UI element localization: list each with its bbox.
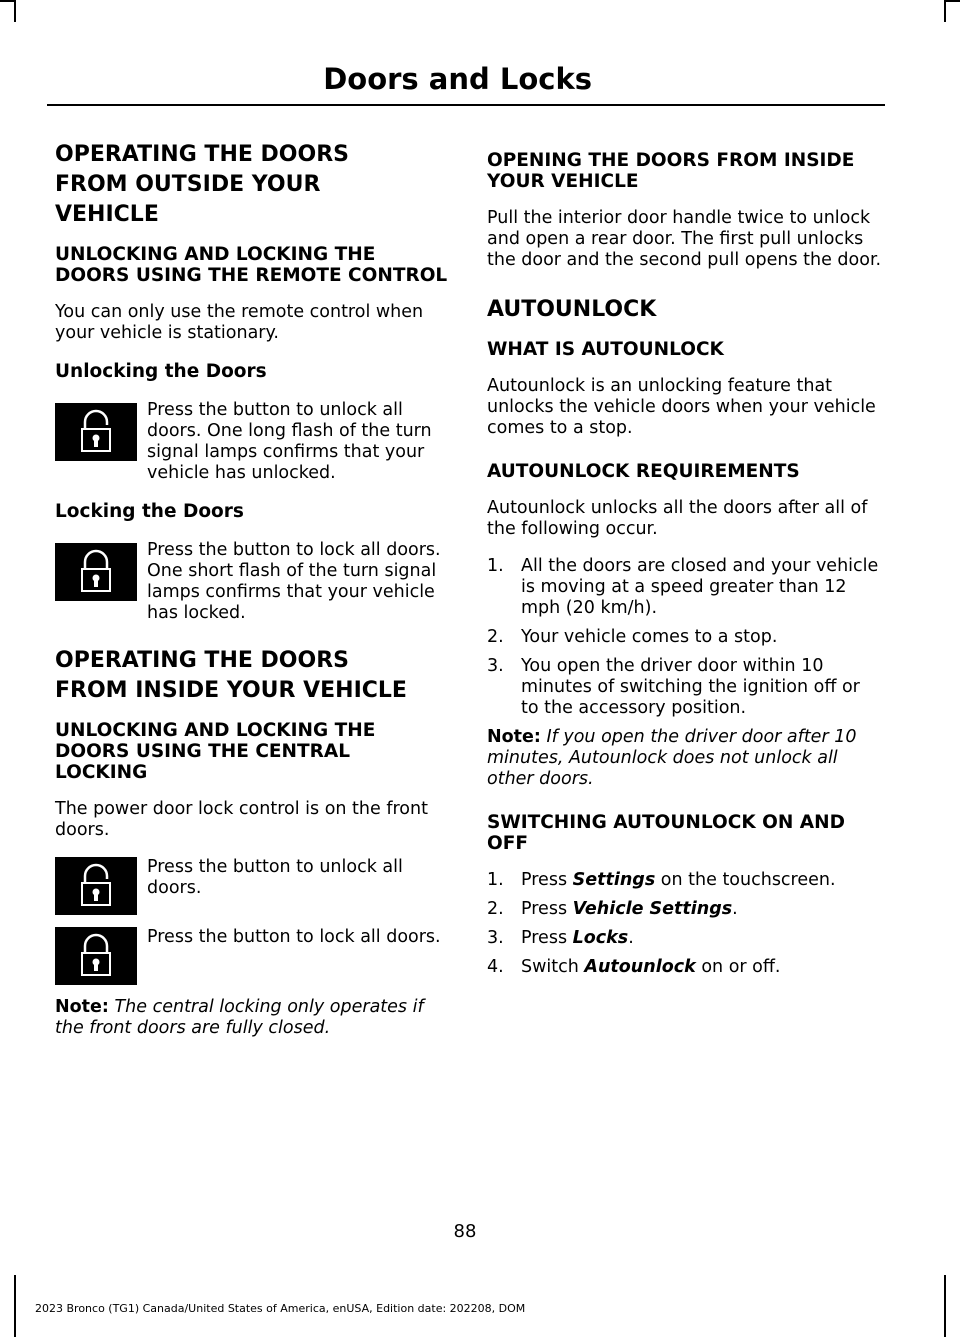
list-item	[487, 656, 882, 719]
list-item	[487, 556, 882, 619]
note-label: Note:	[55, 997, 109, 1017]
section-title-line: FROM OUTSIDE YOUR	[55, 172, 321, 197]
crop-mark	[946, 0, 960, 2]
list-number: 3.	[487, 656, 504, 676]
edition-footer: 2023 Bronco (TG1) Canada/United States of America, enUSA, Edition date: 202208, DOM	[35, 1302, 526, 1315]
requirements-list	[487, 556, 882, 719]
section-title-outside	[55, 140, 448, 230]
opening-doors-heading: OPENING THE DOORS FROM INSIDE YOUR VEHICLE	[487, 150, 855, 192]
crop-mark	[14, 0, 16, 22]
left-column	[55, 140, 448, 1055]
lock-icon	[55, 927, 137, 985]
page-title: Doors and Locks	[323, 62, 592, 96]
list-item	[487, 928, 882, 949]
autounlock-requirements-heading: AUTOUNLOCK REQUIREMENTS	[487, 461, 800, 482]
steps-list	[487, 870, 882, 978]
switching-autounlock-heading: SWITCHING AUTOUNLOCK ON AND OFF	[487, 812, 845, 854]
remote-control-heading: UNLOCKING AND LOCKING THE DOORS USING THE REMOTE CONTROL	[55, 244, 448, 286]
list-text: Switch Autounlock on or off.	[521, 957, 781, 977]
crop-mark	[0, 0, 14, 2]
locking-text: Press the button to lock all doors. One short flash of the turn signal lamps confirms that your vehicle has locked.	[147, 540, 441, 623]
section-title-line: VEHICLE	[55, 202, 159, 227]
page-number: 88	[453, 1221, 477, 1242]
list-item	[487, 870, 882, 891]
unlocking-instruction	[55, 400, 448, 484]
central-locking-note	[55, 997, 448, 1039]
list-number: 2.	[487, 899, 504, 919]
autounlock-requirements-text: Autounlock unlocks all the doors after all of the following occur.	[487, 498, 868, 539]
central-locking-text: The power door lock control is on the front doors.	[55, 799, 428, 840]
central-unlock-instruction	[55, 857, 448, 915]
list-number: 1.	[487, 870, 504, 890]
list-text: Press Settings on the touchscreen.	[521, 870, 836, 890]
list-text: You open the driver door within 10 minutes of switching the ignition off or to the accessory position.	[521, 656, 860, 718]
crop-mark	[14, 1275, 16, 1337]
section-title-inside	[55, 646, 448, 706]
central-lock-instruction	[55, 927, 448, 985]
autounlock-title: AUTOUNLOCK	[487, 297, 657, 322]
list-number: 1.	[487, 556, 504, 576]
remote-control-text: You can only use the remote control when your vehicle is stationary.	[55, 302, 424, 343]
list-item	[487, 627, 882, 648]
list-text: Your vehicle comes to a stop.	[521, 627, 778, 647]
list-text: Press Vehicle Settings.	[521, 899, 738, 919]
list-number: 2.	[487, 627, 504, 647]
lock-icon	[55, 543, 137, 601]
note-label: Note:	[487, 727, 541, 747]
list-text: All the doors are closed and your vehicle is moving at a speed greater than 12 mph (20 km/h).	[521, 556, 879, 618]
central-locking-heading: UNLOCKING AND LOCKING THE DOORS USING THE CENTRAL LOCKING	[55, 720, 376, 783]
unlocking-text: Press the button to unlock all doors. One long flash of the turn signal lamps confirms that your vehicle has unlocked.	[147, 400, 432, 483]
central-unlock-text: Press the button to unlock all doors.	[147, 857, 403, 898]
autounlock-note	[487, 727, 882, 790]
unlock-icon	[55, 403, 137, 461]
section-title-line: OPERATING THE DOORS	[55, 142, 349, 167]
what-is-autounlock-heading: WHAT IS AUTOUNLOCK	[487, 339, 724, 360]
unlocking-heading: Unlocking the Doors	[55, 361, 267, 382]
list-item	[487, 899, 882, 920]
list-number: 3.	[487, 928, 504, 948]
right-column	[487, 150, 882, 994]
crop-mark	[944, 0, 946, 22]
section-title-line: FROM INSIDE YOUR VEHICLE	[55, 678, 407, 703]
list-text: Press Locks.	[521, 928, 634, 948]
header-divider	[47, 104, 885, 106]
list-number: 4.	[487, 957, 504, 977]
unlock-icon	[55, 857, 137, 915]
opening-doors-text: Pull the interior door handle twice to unlock and open a rear door. The first pull unlocks the door and the second pull opens the door.	[487, 208, 882, 270]
note-text: The central locking only operates if the front doors are fully closed.	[55, 997, 424, 1038]
note-text: If you open the driver door after 10 minutes, Autounlock does not unlock all other doors.	[487, 727, 857, 789]
section-title-line: OPERATING THE DOORS	[55, 648, 349, 673]
crop-mark	[944, 1275, 946, 1337]
central-lock-text: Press the button to lock all doors.	[147, 927, 441, 947]
what-is-autounlock-text: Autounlock is an unlocking feature that unlocks the vehicle doors when your vehicle comes to a stop.	[487, 376, 876, 438]
locking-heading: Locking the Doors	[55, 501, 244, 522]
locking-instruction	[55, 540, 448, 624]
list-item	[487, 957, 882, 978]
